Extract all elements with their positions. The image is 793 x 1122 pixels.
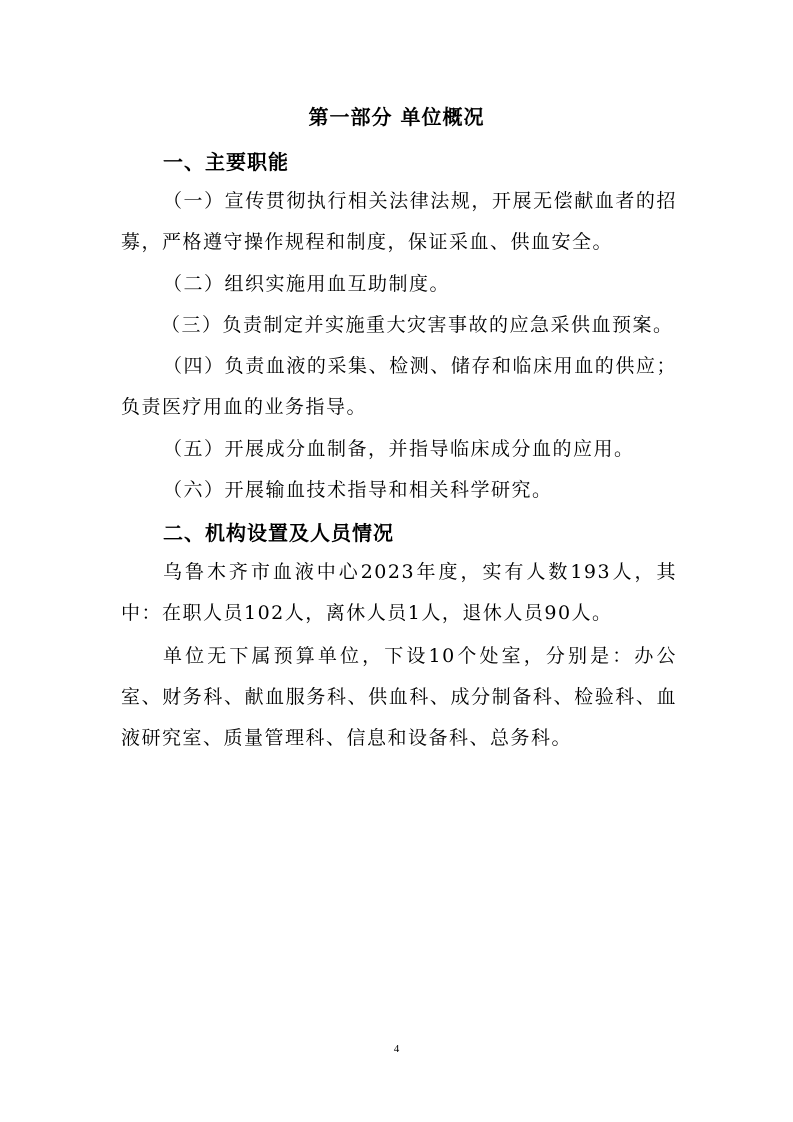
page-title: 第一部分 单位概况 xyxy=(308,105,485,129)
function-item-2: （二）组织实施用血互助制度。 xyxy=(163,273,451,295)
function-item-5: （五）开展成分血制备，并指导临床成分血的应用。 xyxy=(163,438,635,460)
function-item-4: （四）负责血液的采集、检测、储存和临床用血的供应；负责医疗用血的业务指导。 xyxy=(121,355,677,418)
section-heading-main-functions: 一、主要职能 xyxy=(163,150,289,174)
staff-paragraph: 乌鲁木齐市血液中心2023年度，实有人数193人，其中：在职人员102人，离休人员1人，退休人员90人。 xyxy=(121,561,677,624)
function-item-3: （三）负责制定并实施重大灾害事故的应急采供血预案。 xyxy=(161,314,674,336)
page-number: 4 xyxy=(393,1043,400,1055)
function-item-6: （六）开展输血技术指导和相关科学研究。 xyxy=(163,479,553,501)
section-heading-organization-staff: 二、机构设置及人员情况 xyxy=(163,521,394,545)
departments-paragraph: 单位无下属预算单位，下设10个处室，分别是：办公室、财务科、献血服务科、供血科、成分制备科、检验科、血液研究室、质量管理科、信息和设备科、总务科。 xyxy=(121,645,677,749)
function-item-1: （一）宣传贯彻执行相关法律法规，开展无偿献血者的招募，严格遵守操作规程和制度，保证采血、供血安全。 xyxy=(121,190,677,253)
